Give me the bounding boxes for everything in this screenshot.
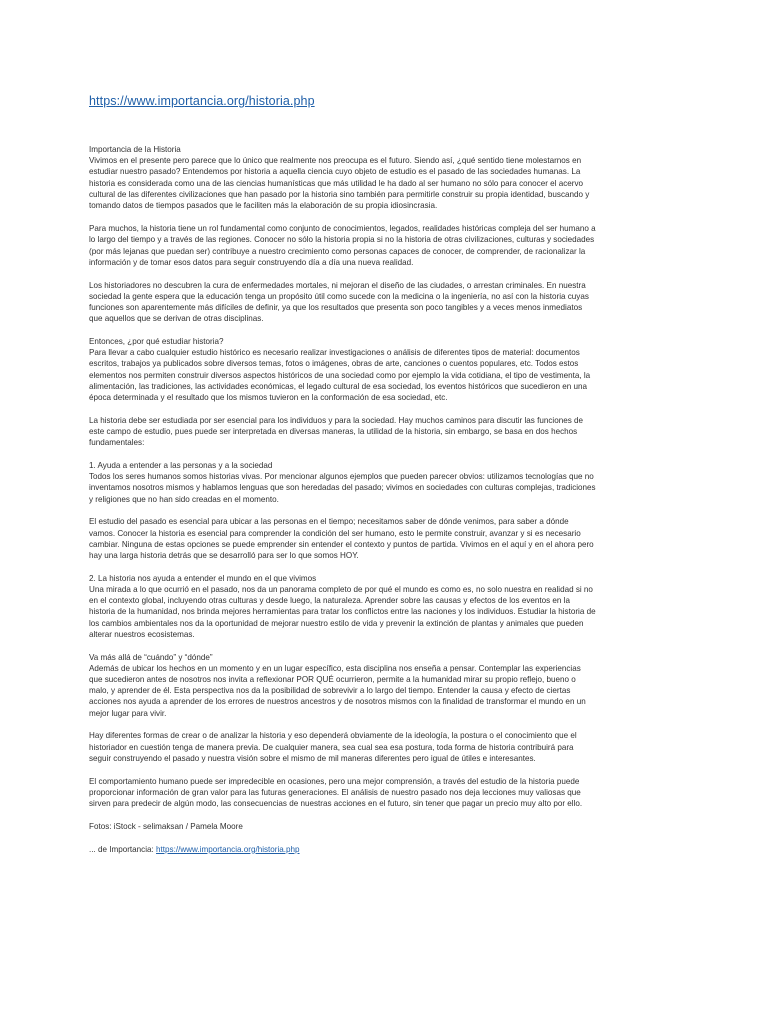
paragraph-behavior: El comportamiento humano puede ser impredecible en ocasiones, pero una mejor comprensión, a través del estudio de la historia puede proporcionar información de gran valor para las futuras generaciones. El análisis de nuestro pasado nos deja lecciones muy valiosas que sirven para predecir de algún modo, las consecuencias de nuestras acciones en el futuro, sin tener que pagar un precio muy alto por ello. <box>89 776 583 809</box>
paragraph-essential: La historia debe ser estudiada por ser esencial para los individuos y para la sociedad. Hay muchos caminos para discutir las funciones de este campo de estudio, pues puede ser interpretada en diversas maneras, la utilidad de la historia, sin embargo, se basa en dos hechos fundamentales: <box>89 415 583 448</box>
footer-url-link[interactable]: https://www.importancia.org/historia.php <box>156 844 300 854</box>
paragraph-point-one: 1. Ayuda a entender a las personas y a la sociedad Todos los seres humanos somos historias vivas. Por mencionar algunos ejemplos que pueden parecer obvios: utilizamos tecnologías que no inventamos nosotros mismos y hablamos lenguas que son heredadas del pasado; vivimos en sociedades con culturas complejas, tradiciones y religiones que no han sido creadas en el momento. <box>89 461 596 504</box>
paragraph-beyond: Va más allá de “cuándo” y “dónde” Además de ubicar los hechos en un momento y en un lugar específico, esta disciplina nos enseña a pensar. Contemplar las experiencias que sucedieron antes de nosotros nos invita a reflexionar POR QUÉ ocurrieron, permite a la humanidad mirar su propio reflejo, bueno o malo, y aprender de él. Esta perspectiva nos da la posibilidad de sobrevivir a lo largo del tiempo. Entender la causa y efecto de ciertas acciones nos ayuda a aprender de los errores de nuestros ancestros y de nosotros mismos con la finalidad de transformar el mundo en un mejor lugar para vivir. <box>89 652 586 718</box>
paragraph-role: Para muchos, la historia tiene un rol fundamental como conjunto de conocimientos, legados, realidades históricas compleja del ser humano a lo largo del tiempo y a través de las regiones. Conocer no sólo la historia propia si no la historia de otras civilizaciones, culturas y sociedades (por más lejanas que puedan ser) contribuye a nuestro crecimiento como personas capaces de conocer, de comprender, de racionalizar la información y de tomar esos datos para seguir construyendo día a día una nueva realidad. <box>89 224 596 267</box>
photo-credits: Fotos: iStock - selimaksan / Pamela Moore <box>89 821 243 831</box>
paragraph-why-study: Entonces, ¿por qué estudiar historia? Para llevar a cabo cualquier estudio histórico es necesario realizar investigaciones o análisis de diferentes tipos de material: documentos escritos, trabajos ya publicados sobre diversos temas, fotos o imágenes, obras de arte, canciones o cuentos populares, etc. Todos estos elementos nos permiten construir diversos aspectos históricos de una sociedad como por ejemplo la vida cotidiana, el tipo de vestimenta, la alimentación, las tradiciones, las actividades económicas, el legado cultural de esa sociedad, los eventos históricos que sucedieron en una época determinada y el resultado que los mismos tuvieron en la conformación de esa sociedad, etc. <box>89 337 591 403</box>
paragraph-historians: Los historiadores no descubren la cura de enfermedades mortales, ni mejoran el diseño de las ciudades, o arrestan criminales. En nuestra sociedad la gente espera que la educación tenga un propósito útil como sucede con la medicina o la ingeniería, no así con la historia cuyas funciones son aparentemente más difíciles de definir, ya que los resultados que presenta son poco tangibles y a veces menos inmediatos que aquellos que se derivan de otras disciplinas. <box>89 280 589 324</box>
paragraph-intro: Importancia de la Historia Vivimos en el presente pero parece que lo único que realmente nos preocupa es el futuro. Siendo así, ¿qué sentido tiene molestarnos en estudiar nuestro pasado? Entendemos por historia a aquella ciencia cuyo objeto de estudio es el pasado de las sociedades humanas. La historia es considerada como una de las ciencias humanísticas que más utilidad le ha dado al ser humano no sólo para conocer el acervo cultural de las diferentes civilizaciones que han pasado por la historia sino también para permitirle construir su propia identidad, buscando y tomando datos de tiempos pasados que le faciliten más la elaboración de su propia idiosincrasia. <box>89 145 590 211</box>
paragraph-past-study: El estudio del pasado es esencial para ubicar a las personas en el tiempo; necesitamos saber de dónde venimos, para saber a dónde vamos. Conocer la historia es esencial para comprender la condición del ser humano, esto le permite construir, avanzar y si es necesario cambiar. Ninguna de estas opciones se puede emprender sin entender el contexto y puntos de partida. Vivimos en el aquí y en el ahora pero hay una larga historia detrás que se desarrolló para ser lo que somos HOY. <box>89 517 594 561</box>
paragraph-point-two: 2. La historia nos ayuda a entender el mundo en el que vivimos Una mirada a lo que ocurrió en el pasado, nos da un panorama completo de por qué el mundo es como es, no solo nuestra en realidad si no en el contexto global, incluyendo otras culturas y desde luego, la naturaleza. Aprender sobre las causas y efectos de los eventos en la historia de la humanidad, nos brinda mejores herramientas para tratar los conflictos entre las naciones y los individuos. Estudiar la historia de los cambios ambientales nos da la oportunidad de mejorar nuestro estilo de vida y prevenir la extinción de plantas y animales que pueden alterar nuestros ecosistemas. <box>89 573 596 639</box>
source-url-link[interactable]: https://www.importancia.org/historia.php <box>89 94 315 108</box>
paragraph-forms: Hay diferentes formas de crear o de analizar la historia y eso dependerá obviamente de la ideología, la postura o el conocimiento que el historiador en cuestión tenga de manera previa. De cualquier manera, sea cual sea esa postura, toda forma de historia contribuirá para seguir construyendo el pasado y nuestra visión sobre el mismo de mil maneras diferentes pero igual de útiles e interesantes. <box>89 731 577 763</box>
document-page <box>89 94 681 865</box>
footer-prefix: ... de Importancia: <box>89 844 157 854</box>
footer-source <box>89 844 681 855</box>
